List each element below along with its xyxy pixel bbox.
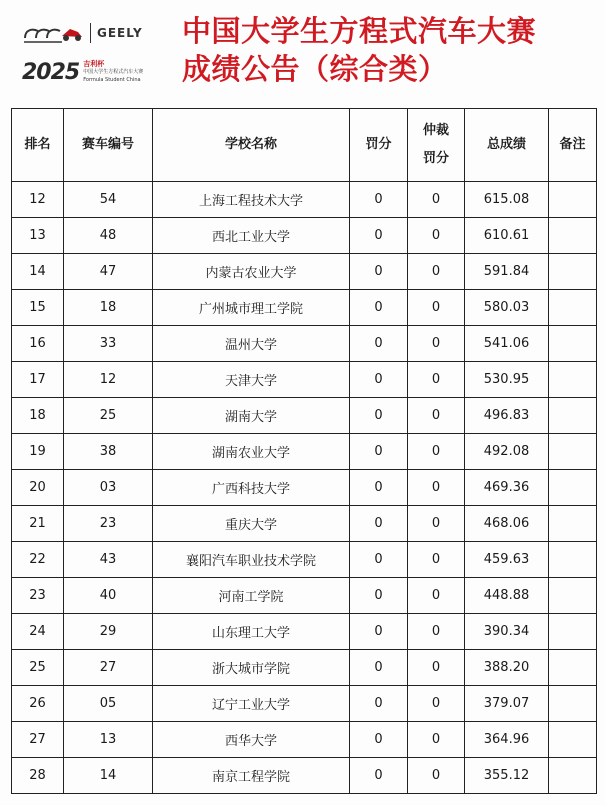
cell-rank: 28 bbox=[12, 758, 64, 794]
cell-car-no: 13 bbox=[64, 722, 153, 758]
cell-remarks bbox=[549, 326, 597, 362]
cell-car-no: 48 bbox=[64, 218, 153, 254]
cell-remarks bbox=[549, 614, 597, 650]
title-line-2: 成绩公告（综合类） bbox=[182, 52, 448, 86]
cell-remarks bbox=[549, 722, 597, 758]
cell-arbitration: 0 bbox=[408, 650, 465, 686]
cell-arbitration: 0 bbox=[408, 182, 465, 218]
cell-car-no: 29 bbox=[64, 614, 153, 650]
table-row bbox=[12, 506, 597, 542]
cell-remarks bbox=[549, 542, 597, 578]
cell-school: 上海工程技术大学 bbox=[153, 182, 350, 218]
cell-total: 541.06 bbox=[465, 326, 549, 362]
cell-penalty: 0 bbox=[350, 614, 408, 650]
event-year: 2025 bbox=[22, 60, 80, 85]
cell-car-no: 27 bbox=[64, 650, 153, 686]
cell-total: 615.08 bbox=[465, 182, 549, 218]
table-row bbox=[12, 578, 597, 614]
logo-divider bbox=[90, 23, 91, 43]
cell-penalty: 0 bbox=[350, 218, 408, 254]
header-remarks: 备注 bbox=[549, 109, 597, 182]
cell-remarks bbox=[549, 578, 597, 614]
cell-penalty: 0 bbox=[350, 290, 408, 326]
logo-subtitle-en: Formula Student China bbox=[83, 77, 141, 83]
cell-car-no: 33 bbox=[64, 326, 153, 362]
cell-remarks bbox=[549, 218, 597, 254]
cell-arbitration: 0 bbox=[408, 326, 465, 362]
cell-total: 591.84 bbox=[465, 254, 549, 290]
cell-rank: 15 bbox=[12, 290, 64, 326]
cell-remarks bbox=[549, 434, 597, 470]
title-line-1: 中国大学生方程式汽车大赛 bbox=[182, 14, 537, 48]
table-row bbox=[12, 326, 597, 362]
table-row bbox=[12, 290, 597, 326]
cell-rank: 19 bbox=[12, 434, 64, 470]
cell-rank: 12 bbox=[12, 182, 64, 218]
cell-penalty: 0 bbox=[350, 758, 408, 794]
cell-school: 重庆大学 bbox=[153, 506, 350, 542]
brand-name: GEELY bbox=[97, 26, 143, 40]
table-row bbox=[12, 434, 597, 470]
table-row bbox=[12, 362, 597, 398]
cell-arbitration: 0 bbox=[408, 614, 465, 650]
cell-school: 广州城市理工学院 bbox=[153, 290, 350, 326]
cell-car-no: 54 bbox=[64, 182, 153, 218]
cell-arbitration: 0 bbox=[408, 722, 465, 758]
cell-rank: 14 bbox=[12, 254, 64, 290]
cell-total: 388.20 bbox=[465, 650, 549, 686]
cell-remarks bbox=[549, 506, 597, 542]
header-rank: 排名 bbox=[12, 109, 64, 182]
cell-remarks bbox=[549, 398, 597, 434]
cell-school: 南京工程学院 bbox=[153, 758, 350, 794]
cell-rank: 27 bbox=[12, 722, 64, 758]
cell-school: 湖南大学 bbox=[153, 398, 350, 434]
cell-penalty: 0 bbox=[350, 326, 408, 362]
cell-penalty: 0 bbox=[350, 578, 408, 614]
header-car-no: 赛车编号 bbox=[64, 109, 153, 182]
table-row bbox=[12, 398, 597, 434]
cell-penalty: 0 bbox=[350, 506, 408, 542]
event-logo bbox=[22, 20, 152, 98]
cell-arbitration: 0 bbox=[408, 218, 465, 254]
cell-penalty: 0 bbox=[350, 722, 408, 758]
cell-total: 610.61 bbox=[465, 218, 549, 254]
cell-remarks bbox=[549, 758, 597, 794]
cell-car-no: 47 bbox=[64, 254, 153, 290]
cell-rank: 20 bbox=[12, 470, 64, 506]
cell-penalty: 0 bbox=[350, 470, 408, 506]
cell-arbitration: 0 bbox=[408, 506, 465, 542]
header-arbitration bbox=[408, 109, 465, 182]
cell-total: 468.06 bbox=[465, 506, 549, 542]
cell-school: 襄阳汽车职业技术学院 bbox=[153, 542, 350, 578]
cell-total: 580.03 bbox=[465, 290, 549, 326]
header-school: 学校名称 bbox=[153, 109, 350, 182]
cell-car-no: 14 bbox=[64, 758, 153, 794]
cell-car-no: 03 bbox=[64, 470, 153, 506]
cell-rank: 21 bbox=[12, 506, 64, 542]
cell-school: 西北工业大学 bbox=[153, 218, 350, 254]
cell-arbitration: 0 bbox=[408, 686, 465, 722]
cell-penalty: 0 bbox=[350, 398, 408, 434]
cell-arbitration: 0 bbox=[408, 254, 465, 290]
cell-remarks bbox=[549, 182, 597, 218]
cell-arbitration: 0 bbox=[408, 362, 465, 398]
cell-total: 448.88 bbox=[465, 578, 549, 614]
cell-school: 湖南农业大学 bbox=[153, 434, 350, 470]
cell-total: 530.95 bbox=[465, 362, 549, 398]
table-header-row bbox=[12, 109, 597, 182]
cell-school: 温州大学 bbox=[153, 326, 350, 362]
cell-penalty: 0 bbox=[350, 542, 408, 578]
page-title bbox=[182, 12, 592, 88]
table-row bbox=[12, 542, 597, 578]
cell-penalty: 0 bbox=[350, 254, 408, 290]
table-row bbox=[12, 254, 597, 290]
header-arbitration-line2: 罚分 bbox=[422, 151, 449, 166]
cell-car-no: 38 bbox=[64, 434, 153, 470]
table-row bbox=[12, 218, 597, 254]
cell-rank: 18 bbox=[12, 398, 64, 434]
cell-school: 浙大城市学院 bbox=[153, 650, 350, 686]
cell-remarks bbox=[549, 686, 597, 722]
cell-penalty: 0 bbox=[350, 686, 408, 722]
cell-arbitration: 0 bbox=[408, 290, 465, 326]
cell-remarks bbox=[549, 362, 597, 398]
header-penalty: 罚分 bbox=[350, 109, 408, 182]
cell-total: 355.12 bbox=[465, 758, 549, 794]
cell-rank: 17 bbox=[12, 362, 64, 398]
table-row bbox=[12, 758, 597, 794]
race-car-logo-icon bbox=[22, 20, 84, 46]
cell-rank: 26 bbox=[12, 686, 64, 722]
cell-total: 364.96 bbox=[465, 722, 549, 758]
cell-total: 469.36 bbox=[465, 470, 549, 506]
cell-remarks bbox=[549, 650, 597, 686]
header-arbitration-line1: 仲裁 bbox=[422, 123, 449, 138]
cell-car-no: 40 bbox=[64, 578, 153, 614]
cell-penalty: 0 bbox=[350, 434, 408, 470]
cell-remarks bbox=[549, 290, 597, 326]
cell-arbitration: 0 bbox=[408, 578, 465, 614]
cell-rank: 22 bbox=[12, 542, 64, 578]
cell-total: 459.63 bbox=[465, 542, 549, 578]
cell-remarks bbox=[549, 470, 597, 506]
cell-school: 河南工学院 bbox=[153, 578, 350, 614]
cell-school: 天津大学 bbox=[153, 362, 350, 398]
table-row bbox=[12, 722, 597, 758]
cell-total: 390.34 bbox=[465, 614, 549, 650]
cell-school: 西华大学 bbox=[153, 722, 350, 758]
cell-rank: 25 bbox=[12, 650, 64, 686]
cell-total: 379.07 bbox=[465, 686, 549, 722]
cell-school: 广西科技大学 bbox=[153, 470, 350, 506]
cell-car-no: 25 bbox=[64, 398, 153, 434]
table-row bbox=[12, 182, 597, 218]
cell-rank: 24 bbox=[12, 614, 64, 650]
table-row bbox=[12, 686, 597, 722]
table-row bbox=[12, 470, 597, 506]
cup-name: 吉利杯 bbox=[83, 60, 105, 68]
cell-arbitration: 0 bbox=[408, 398, 465, 434]
results-table bbox=[11, 108, 597, 794]
cell-rank: 16 bbox=[12, 326, 64, 362]
cell-car-no: 18 bbox=[64, 290, 153, 326]
cell-rank: 13 bbox=[12, 218, 64, 254]
cell-school: 辽宁工业大学 bbox=[153, 686, 350, 722]
cell-penalty: 0 bbox=[350, 362, 408, 398]
cell-arbitration: 0 bbox=[408, 758, 465, 794]
cell-arbitration: 0 bbox=[408, 470, 465, 506]
header-total: 总成绩 bbox=[465, 109, 549, 182]
cell-remarks bbox=[549, 254, 597, 290]
cell-school: 山东理工大学 bbox=[153, 614, 350, 650]
cell-school: 内蒙古农业大学 bbox=[153, 254, 350, 290]
cell-penalty: 0 bbox=[350, 650, 408, 686]
logo-subtitle: 中国大学生方程式汽车大赛 bbox=[83, 69, 144, 75]
cell-rank: 23 bbox=[12, 578, 64, 614]
cell-arbitration: 0 bbox=[408, 434, 465, 470]
table-row bbox=[12, 614, 597, 650]
cell-penalty: 0 bbox=[350, 182, 408, 218]
cell-car-no: 43 bbox=[64, 542, 153, 578]
cell-arbitration: 0 bbox=[408, 542, 465, 578]
cell-car-no: 12 bbox=[64, 362, 153, 398]
cell-total: 496.83 bbox=[465, 398, 549, 434]
table-row bbox=[12, 650, 597, 686]
header bbox=[0, 0, 605, 108]
cell-total: 492.08 bbox=[465, 434, 549, 470]
cell-car-no: 05 bbox=[64, 686, 153, 722]
cell-car-no: 23 bbox=[64, 506, 153, 542]
